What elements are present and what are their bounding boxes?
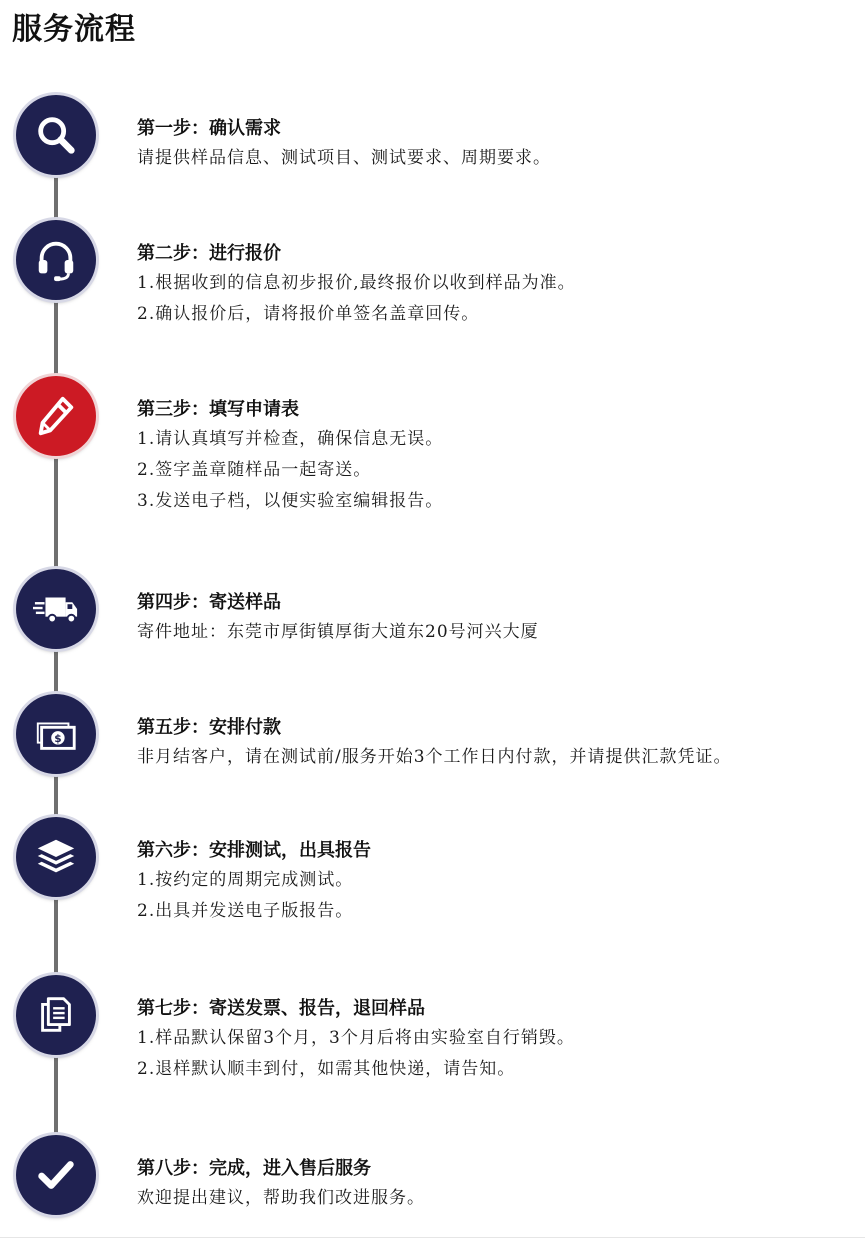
step-description: 非月结客户，请在测试前/服务开始3个工作日内付款，并请提供汇款凭证。 xyxy=(137,747,732,767)
step-title: 第六步：安排测试，出具报告 xyxy=(137,840,371,861)
bottom-divider xyxy=(0,1237,865,1238)
step-description: 欢迎提出建议，帮助我们改进服务。 xyxy=(137,1188,425,1208)
step-description: 1.按约定的周期完成测试。 xyxy=(137,870,354,890)
check-icon xyxy=(33,1152,79,1198)
step-6-badge xyxy=(16,817,96,897)
step-2-badge xyxy=(16,220,96,300)
step-title: 第五步：安排付款 xyxy=(137,717,281,738)
step-description: 1.请认真填写并检查，确保信息无误。 xyxy=(137,429,444,449)
step-title: 第一步：确认需求 xyxy=(137,118,281,139)
step-description: 1.样品默认保留3个月，3个月后将由实验室自行销毁。 xyxy=(137,1028,575,1048)
step-description: 1.根据收到的信息初步报价,最终报价以收到样品为准。 xyxy=(137,273,576,293)
step-3-badge xyxy=(16,376,96,456)
step-description: 寄件地址：东莞市厚街镇厚街大道东20号河兴大厦 xyxy=(137,622,539,642)
step-title: 第八步：完成，进入售后服务 xyxy=(137,1158,371,1179)
step-description: 2.确认报价后，请将报价单签名盖章回传。 xyxy=(137,304,480,324)
delivery-truck-icon xyxy=(33,586,79,632)
layers-icon xyxy=(33,834,79,880)
step-title: 第四步：寄送样品 xyxy=(137,592,281,613)
search-icon xyxy=(33,112,79,158)
step-description: 请提供样品信息、测试项目、测试要求、周期要求。 xyxy=(137,148,551,168)
step-description: 2.退样默认顺丰到付，如需其他快递，请告知。 xyxy=(137,1059,516,1079)
step-7-badge xyxy=(16,975,96,1055)
step-description: 2.出具并发送电子版报告。 xyxy=(137,901,354,921)
step-title: 第七步：寄送发票、报告，退回样品 xyxy=(137,998,425,1019)
step-1-badge xyxy=(16,95,96,175)
page-title: 服务流程 xyxy=(12,12,136,47)
svg-text:$: $ xyxy=(54,733,62,746)
step-description: 3.发送电子档，以便实验室编辑报告。 xyxy=(137,491,444,511)
step-title: 第二步：进行报价 xyxy=(137,243,281,264)
step-5-badge xyxy=(16,694,96,774)
step-4-badge xyxy=(16,569,96,649)
step-title: 第三步：填写申请表 xyxy=(137,399,299,420)
money-icon xyxy=(33,711,79,757)
step-description: 2.签字盖章随样品一起寄送。 xyxy=(137,460,372,480)
headset-icon xyxy=(33,237,79,283)
pencil-icon xyxy=(33,393,79,439)
step-8-badge xyxy=(16,1135,96,1215)
document-icon xyxy=(33,992,79,1038)
